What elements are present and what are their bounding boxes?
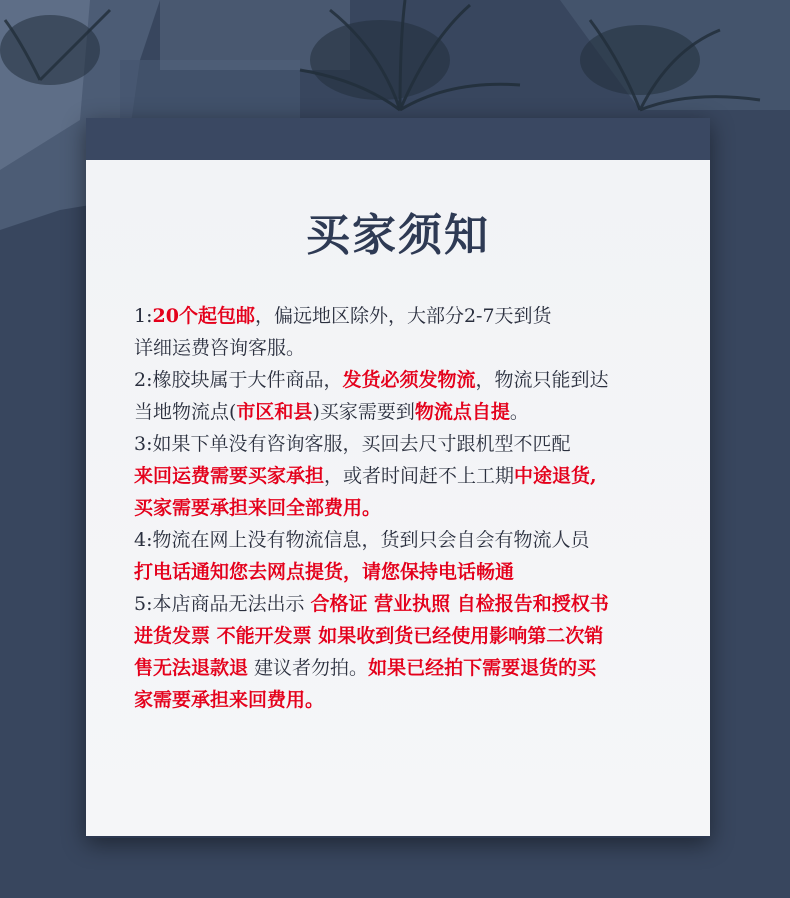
notice-line xyxy=(134,620,674,652)
highlight-text: 售无法退款退 xyxy=(134,657,249,679)
highlight-text: 发货必须发物流 xyxy=(342,369,476,391)
highlight-text: 家需要承担来回费用。 xyxy=(134,689,325,711)
notice-line xyxy=(134,588,674,620)
notice-text: 3:如果下单没有咨询客服，买回去尺寸跟机型不匹配 xyxy=(134,433,571,455)
notice-text: 5:本店商品无法出示 xyxy=(134,593,311,615)
notice-text: )买家需要到 xyxy=(312,401,415,423)
notice-text: 2:橡胶块属于大件商品， xyxy=(134,369,343,391)
notice-line xyxy=(134,556,674,588)
highlight-text: 打电话通知您去网点提货，请您保持电话畅通 xyxy=(134,561,515,583)
notice-text: ，物流只能到达 xyxy=(475,369,609,391)
notice-text: 当地物流点( xyxy=(134,401,237,423)
notice-line xyxy=(134,428,674,460)
notice-line xyxy=(134,396,674,428)
highlight-text: 20个起包邮 xyxy=(152,305,255,327)
notice-card xyxy=(86,160,710,836)
notice-text: 4:物流在网上没有物流信息，货到只会自会有物流人员 xyxy=(134,529,590,551)
notice-text: 详细运费咨询客服。 xyxy=(134,337,306,359)
notice-text: ，偏远地区除外，大部分2-7天到货 xyxy=(254,305,552,327)
highlight-text: 合格证 营业执照 自检报告和授权书 xyxy=(310,593,609,615)
notice-text: ，或者时间赶不上工期 xyxy=(324,465,515,487)
notice-text: 1: xyxy=(134,305,153,327)
highlight-text: 来回运费需要买家承担 xyxy=(134,465,325,487)
highlight-text: 买家需要承担来回全部费用。 xyxy=(134,497,382,519)
highlight-text: 如果已经拍下需要退货的买 xyxy=(368,657,597,679)
highlight-text: 进货发票 不能开发票 如果收到货已经使用影响第二次销 xyxy=(134,625,604,647)
notice-line xyxy=(134,460,674,492)
notice-line xyxy=(134,652,674,684)
notice-text: 。 xyxy=(509,401,529,423)
notice-text: 建议者勿拍。 xyxy=(248,657,369,679)
notice-line xyxy=(134,492,674,524)
card-header-band xyxy=(86,118,710,160)
notice-line xyxy=(134,684,674,716)
highlight-text: 物流点自提 xyxy=(414,401,510,423)
highlight-text: 市区和县 xyxy=(236,401,313,423)
notice-line xyxy=(134,364,674,396)
notice-line xyxy=(134,332,674,364)
notice-line xyxy=(134,300,674,332)
highlight-text: 中途退货, xyxy=(514,465,597,487)
notice-line xyxy=(134,524,674,556)
notice-body xyxy=(134,300,674,716)
page-title: 买家须知 xyxy=(306,210,490,261)
